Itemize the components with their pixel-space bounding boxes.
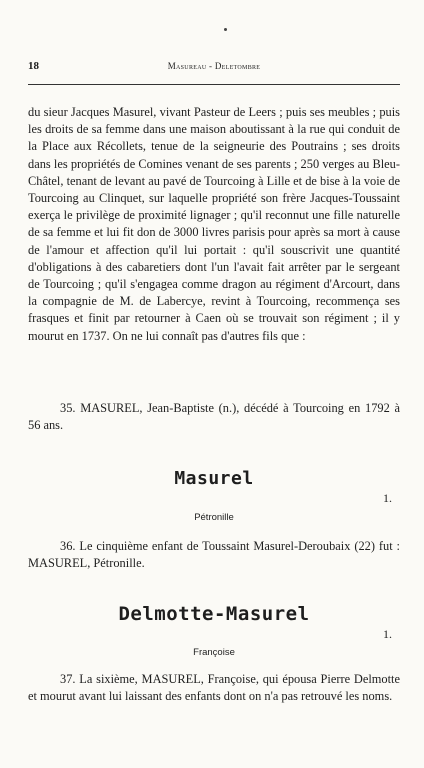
page-header (28, 60, 400, 74)
document-page (28, 0, 400, 768)
paragraph-continuation: du sieur Jacques Masurel, vivant Pasteur de Leers ; puis ses meubles ; puis les droits de sa femme dans une maison aboutissant à la rue qui conduit de la Place aux Récollets, tenue de la seigneurie des Poutrains ; ses droits dans les propriétés de Comines venant de ses parents ; 250 verges au Bleu-Châtel, tenant de levant au pavé de Tourcoing à Lille et de bise à la voie de Tourcoing au Clinquet, sur laquelle propriété son frère Jacques-Toussaint exerça le privilège de proximité lignager ; qu'il reconnut une fille naturelle de sa femme et lui fit don de 3000 livres parisis pour après sa mort à cause de l'amour et affection qu'il lui portait : qu'il souscrivit une quantité d'obligations à des cabaretiers dont l'un l'avait fait arrêter par le sergeant de Tourcoing ; qu'il s'engagea comme dragon au régiment d'Arcourt, dans la compagnie de M. de Labercye, revint à Tourcoing, recommença ses frasques et finit par retourner à Caen où se trouvait son régiment ; il y mourut en 1737. On ne lui connaît pas d'autres fils que : (28, 105, 400, 343)
running-head: Masureau - Deletombre (167, 61, 261, 71)
print-speck (224, 28, 227, 31)
paragraph-entry-36: 36. Le cinquième enfant de Toussaint Masurel-Deroubaix (22) fut : MASUREL, Pétronille. (28, 539, 400, 571)
paragraph-entry-37: 37. La sixième, MASUREL, Françoise, qui épousa Pierre Delmotte et mourut avant lui laissant des enfants dont on n'a pas retrouvé les noms. (28, 672, 400, 704)
section-title-delmotte-masurel: Delmotte-Masurel (118, 603, 310, 625)
paragraph-entry-35: 35. MASUREL, Jean-Baptiste (n.), décédé à Tourcoing en 1792 à 56 ans. (28, 401, 400, 433)
header-rule (28, 84, 400, 85)
section-number: 1. (383, 491, 392, 505)
section-subtitle: Françoise (193, 647, 235, 658)
section-number: 1. (383, 627, 392, 641)
section-subtitle: Pétronille (194, 512, 234, 523)
page-number: 18 (28, 60, 39, 72)
section-title-masurel: Masurel (174, 468, 254, 489)
